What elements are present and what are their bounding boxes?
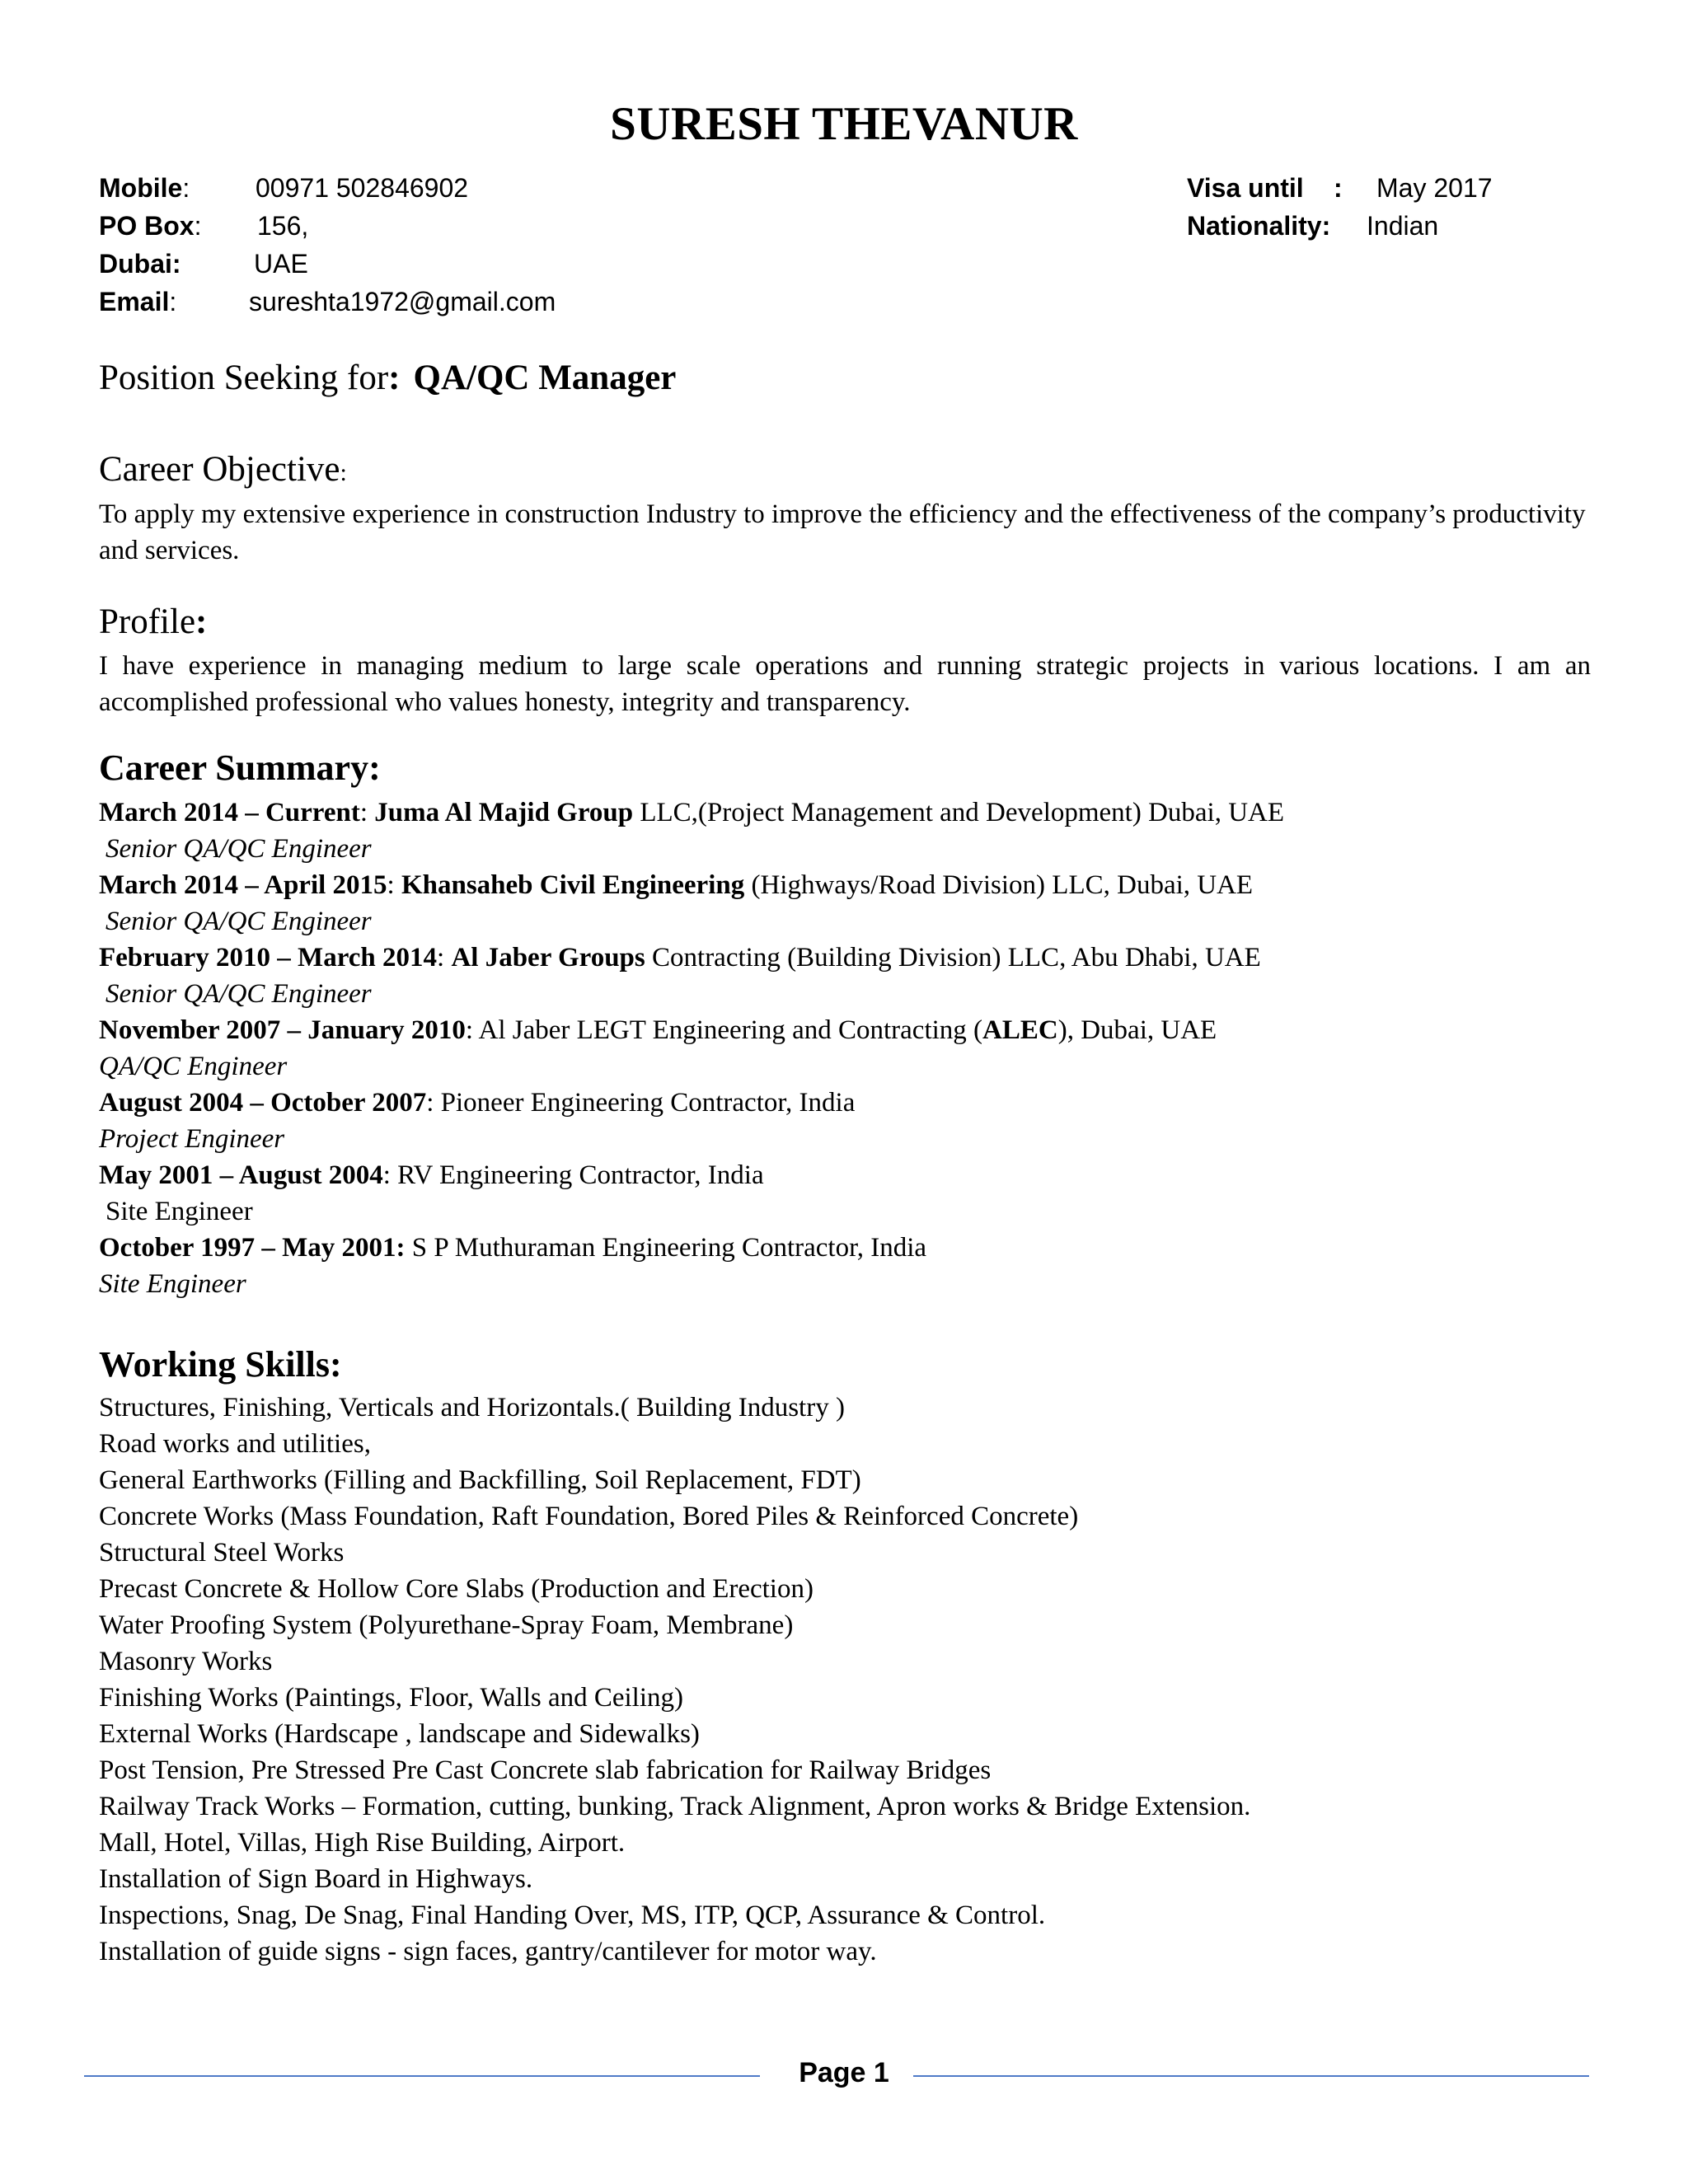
skill-item: Installation of Sign Board in Highways. — [99, 1864, 533, 1894]
skill-item: Railway Track Works – Formation, cutting, bunking, Track Alignment, Apron works & Bridge Extension. — [99, 1792, 1251, 1821]
summary-role: Senior QA/QC Engineer — [106, 834, 372, 864]
skill-item: General Earthworks (Filling and Backfilling, Soil Replacement, FDT) — [99, 1465, 861, 1495]
skill-item: Inspections, Snag, De Snag, Final Handing Over, MS, ITP, QCP, Assurance & Control. — [99, 1900, 1046, 1930]
profile-heading: Profile: — [99, 602, 208, 641]
contact-right — [1187, 173, 1566, 255]
skill-item: Road works and utilities, — [99, 1429, 371, 1459]
skill-item: Post Tension, Pre Stressed Pre Cast Concrete slab fabrication for Railway Bridges — [99, 1755, 992, 1785]
summary-entry: October 1997 – May 2001: S P Muthuraman Engineering Contractor, India — [99, 1233, 927, 1263]
summary-role: Site Engineer — [99, 1269, 246, 1299]
career-summary-heading: Career Summary: — [99, 748, 381, 788]
summary-role: Senior QA/QC Engineer — [106, 907, 372, 936]
career-summary-list — [99, 794, 1591, 1302]
city-label: Dubai: — [99, 249, 181, 279]
position-title: QA/QC Manager — [413, 359, 677, 397]
summary-entry: February 2010 – March 2014: Al Jaber Groups Contracting (Building Division) LLC, Abu Dhabi, UAE — [99, 943, 1261, 972]
skill-item: Structural Steel Works — [99, 1538, 345, 1568]
contact-left — [99, 173, 758, 330]
footer-rule-right — [913, 2075, 1589, 2077]
footer-rule-left — [84, 2075, 760, 2077]
summary-role: Site Engineer — [106, 1197, 253, 1226]
objective-heading: Career Objective: — [99, 450, 347, 489]
objective-text: To apply my extensive experience in construction Industry to improve the efficiency and the effectiveness of the company’s productivity and services. — [99, 499, 1586, 565]
visa-label: Visa until — [1187, 173, 1304, 203]
summary-entry: August 2004 – October 2007: Pioneer Engineering Contractor, India — [99, 1088, 856, 1118]
skill-item: Structures, Finishing, Verticals and Horizontals.( Building Industry ) — [99, 1393, 845, 1422]
candidate-name: SURESH THEVANUR — [610, 98, 1078, 150]
visa-value: May 2017 — [1376, 173, 1493, 203]
visa-separator: : — [1334, 173, 1343, 203]
skill-item: Installation of guide signs - sign faces, gantry/cantilever for motor way. — [99, 1937, 877, 1966]
position-seeking: Position Seeking for: QA/QC Manager — [99, 359, 677, 397]
summary-entry: November 2007 – January 2010: Al Jaber LEGT Engineering and Contracting (ALEC), Dubai, UAE — [99, 1015, 1217, 1045]
summary-role: QA/QC Engineer — [99, 1052, 288, 1081]
summary-entry: May 2001 – August 2004: RV Engineering Contractor, India — [99, 1160, 764, 1190]
nationality-value: Indian — [1367, 211, 1439, 241]
nationality-label: Nationality: — [1187, 211, 1331, 241]
summary-role: Senior QA/QC Engineer — [106, 979, 372, 1009]
skill-item: External Works (Hardscape , landscape and Sidewalks) — [99, 1719, 700, 1749]
summary-entry: March 2014 – April 2015: Khansaheb Civil Engineering (Highways/Road Division) LLC, Dubai, UAE — [99, 870, 1254, 900]
skill-item: Finishing Works (Paintings, Floor, Walls and Ceiling) — [99, 1683, 684, 1713]
po-box-label: PO Box: — [99, 211, 202, 241]
skill-item: Masonry Works — [99, 1647, 273, 1676]
skill-item: Concrete Works (Mass Foundation, Raft Foundation, Bored Piles & Reinforced Concrete) — [99, 1502, 1079, 1531]
email-value[interactable]: sureshta1972@gmail.com — [249, 287, 556, 316]
skill-item: Water Proofing System (Polyurethane-Spray Foam, Membrane) — [99, 1610, 794, 1640]
mobile-value: 00971 502846902 — [256, 173, 469, 203]
skill-item: Precast Concrete & Hollow Core Slabs (Production and Erection) — [99, 1574, 814, 1604]
summary-entry: March 2014 – Current: Juma Al Majid Group LLC,(Project Management and Development) Dubai, UAE — [99, 798, 1285, 827]
email-label: Email: — [99, 287, 177, 316]
po-box-value: 156, — [257, 211, 309, 241]
city-value: UAE — [254, 249, 308, 279]
working-skills-list — [99, 1390, 1591, 1970]
page-number: Page 1 — [799, 2057, 889, 2088]
mobile-label: Mobile: — [99, 173, 190, 203]
summary-role: Project Engineer — [99, 1124, 285, 1154]
working-skills-heading: Working Skills: — [99, 1344, 342, 1385]
profile-text: I have experience in managing medium to large scale operations and running strategic projects in various locations. I am an accomplished professional who values honesty, integrity and transparency. — [99, 651, 1591, 717]
skill-item: Mall, Hotel, Villas, High Rise Building, Airport. — [99, 1828, 626, 1858]
